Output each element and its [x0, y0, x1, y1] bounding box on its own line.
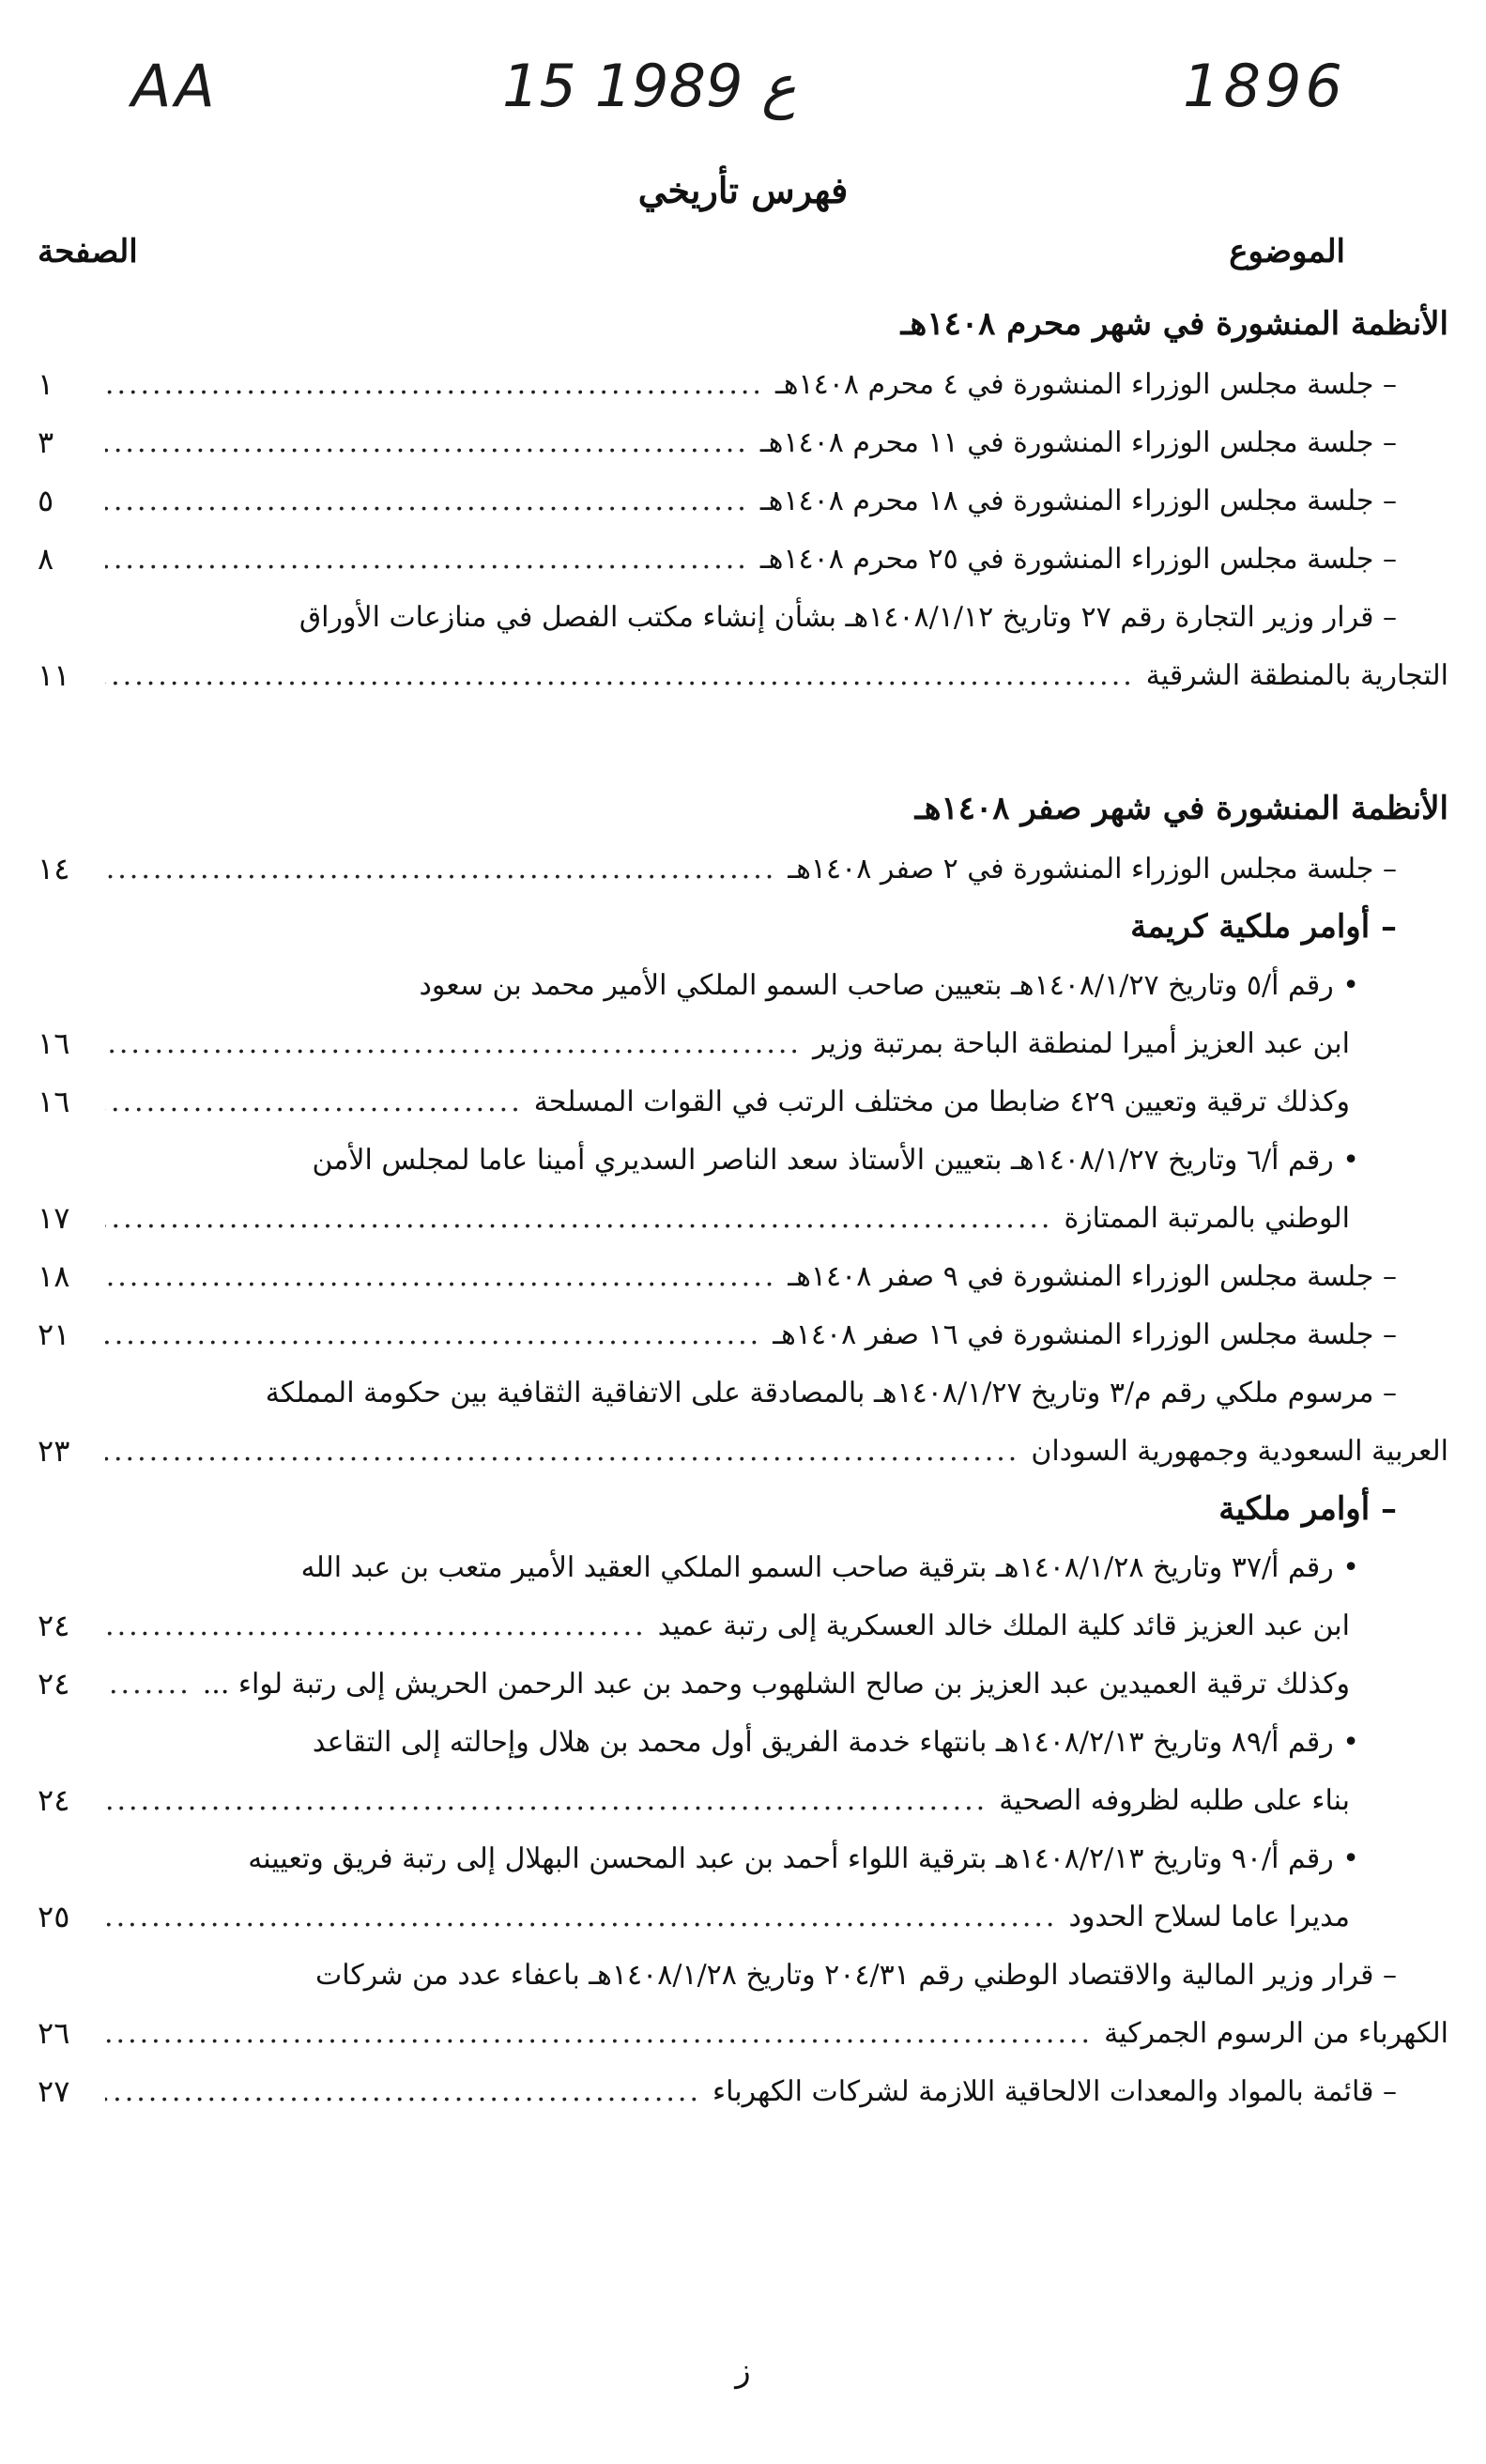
subsection-heading: – أوامر ملكية كريمة	[1130, 908, 1397, 946]
page-number: ٢٤	[38, 1666, 70, 1702]
page-number: ١٧	[38, 1200, 70, 1236]
leader-dots	[105, 1784, 988, 1817]
page-number: ١٤	[38, 851, 70, 886]
page-number: ٢٧	[38, 2073, 70, 2109]
page-number: ١٦	[38, 1084, 70, 1119]
toc-entry[interactable]: – جلسة مجلس الوزراء المنشورة في ١٦ صفر ١٤٠٨هـ ..... ٢١	[38, 1305, 1448, 1363]
leader-dots	[105, 368, 764, 401]
page-number: ١٨	[38, 1258, 70, 1294]
section-heading: الأنظمة المنشورة في شهر صفر ١٤٠٨هـ	[914, 790, 1448, 827]
column-header-page: الصفحة	[38, 233, 138, 270]
leader-dots	[105, 1202, 1052, 1235]
handwritten-note-left: AA	[131, 52, 219, 120]
leader-dots	[105, 2017, 1093, 2050]
page-number: ٢٣	[38, 1433, 70, 1469]
toc-entry[interactable]: – جلسة مجلس الوزراء المنشورة في ١٨ محرم ١٤٠٨هـ ..... ٥	[38, 471, 1448, 530]
handwritten-note-right: 1896	[1183, 52, 1346, 120]
toc-entry-line2[interactable]: بناء على طلبه لظروفه الصحية ..... ٢٤	[38, 1771, 1448, 1829]
toc-entry-line2[interactable]: الوطني بالمرتبة الممتازة ..... ١٧	[38, 1189, 1448, 1247]
leader-dots	[105, 853, 776, 886]
leader-dots	[105, 1260, 776, 1293]
leader-dots	[105, 1086, 523, 1118]
toc-entry-line2[interactable]: الكهرباء من الرسوم الجمركية ..... ٢٦	[38, 2004, 1448, 2062]
toc-entry-line2[interactable]: العربية السعودية وجمهورية السودان ..... ٢٣	[38, 1422, 1448, 1480]
column-header-subject: الموضوع	[1229, 233, 1345, 270]
page-number: ١٦	[38, 1025, 70, 1061]
toc-content	[38, 293, 1448, 2120]
page-number: ١	[38, 366, 54, 402]
toc-entry-line1[interactable]: • رقم أ/٨٩ وتاريخ ١٤٠٨/٢/١٣هـ بانتهاء خدمة الفريق أول محمد بن هلال وإحالته إلى التقاعد	[312, 1725, 1359, 1759]
leader-dots	[105, 485, 749, 517]
leader-dots	[105, 659, 1135, 692]
page-footer-letter: ز	[735, 2352, 751, 2390]
leader-dots	[105, 1609, 647, 1642]
page-title: فهرس تأريخي	[637, 169, 849, 211]
page-number: ٢٦	[38, 2015, 70, 2051]
section-heading: الأنظمة المنشورة في شهر محرم ١٤٠٨هـ	[900, 305, 1448, 343]
toc-entry[interactable]: وكذلك ترقية وتعيين ٤٢٩ ضابطا من مختلف الرتب في القوات المسلحة ..... ١٦	[38, 1072, 1448, 1131]
toc-entry-line1[interactable]: – مرسوم ملكي رقم م/٣ وتاريخ ١٤٠٨/١/٢٧هـ بالمصادقة على الاتفاقية الثقافية بين حكومة المملكة	[265, 1376, 1397, 1409]
leader-dots	[105, 1318, 761, 1351]
toc-entry-line2[interactable]: ابن عبد العزيز قائد كلية الملك خالد العسكرية إلى رتبة عميد ..... ٢٤	[38, 1596, 1448, 1655]
toc-entry-line2[interactable]: التجارية بالمنطقة الشرقية ..... ١١	[38, 646, 1448, 704]
toc-entry-line1[interactable]: • رقم أ/٣٧ وتاريخ ١٤٠٨/١/٢٨هـ بترقية صاحب السمو الملكي العقيد الأمير متعب بن عبد الله	[300, 1550, 1359, 1584]
subsection-heading: – أوامر ملكية	[1218, 1490, 1397, 1528]
leader-dots	[105, 1668, 191, 1701]
page-number: ٨	[38, 541, 54, 577]
page-number: ٢١	[38, 1317, 70, 1352]
toc-entry-line1[interactable]: – قرار وزير المالية والاقتصاد الوطني رقم ٢٠٤/٣١ وتاريخ ١٤٠٨/١/٢٨هـ باعفاء عدد من شركات	[315, 1958, 1397, 1992]
toc-entry-line1[interactable]: • رقم أ/٩٠ وتاريخ ١٤٠٨/٢/١٣هـ بترقية اللواء أحمد بن عبد المحسن البهلال إلى رتبة فريق وتعيينه	[248, 1841, 1359, 1875]
toc-entry[interactable]: – قائمة بالمواد والمعدات الالحاقية اللازمة لشركات الكهرباء ..... ٢٧	[38, 2062, 1448, 2120]
leader-dots	[105, 426, 749, 459]
toc-entry[interactable]: وكذلك ترقية العميدين عبد العزيز بن صالح الشلهوب وحمد بن عبد الرحمن الحريش إلى رتبة لواء ... ..... ٢٤	[38, 1655, 1448, 1713]
toc-entry-line1[interactable]: – قرار وزير التجارة رقم ٢٧ وتاريخ ١٤٠٨/١/١٢هـ بشأن إنشاء مكتب الفصل في منازعات الأوراق	[299, 600, 1397, 634]
page-number: ٣	[38, 424, 54, 460]
toc-entry[interactable]: – جلسة مجلس الوزراء المنشورة في ٢٥ محرم ١٤٠٨هـ ..... ٨	[38, 530, 1448, 588]
page-number: ٢٤	[38, 1608, 70, 1643]
toc-entry[interactable]: – جلسة مجلس الوزراء المنشورة في ٢ صفر ١٤٠٨هـ ..... ١٤	[38, 839, 1448, 898]
page-number: ٢٤	[38, 1782, 70, 1818]
page-number: ٢٥	[38, 1899, 70, 1934]
leader-dots	[105, 1435, 1019, 1468]
toc-entry-line1[interactable]: • رقم أ/٦ وتاريخ ١٤٠٨/١/٢٧هـ بتعيين الأستاذ سعد الناصر السديري أمينا عاما لمجلس الأمن	[312, 1143, 1359, 1177]
leader-dots	[105, 2075, 701, 2108]
leader-dots	[105, 1027, 802, 1060]
handwritten-note-center: 15 ع 1989	[502, 52, 797, 120]
toc-entry[interactable]: – جلسة مجلس الوزراء المنشورة في ٩ صفر ١٤٠٨هـ ..... ١٨	[38, 1247, 1448, 1305]
page-number: ٥	[38, 483, 54, 518]
toc-entry[interactable]: – جلسة مجلس الوزراء المنشورة في ١١ محرم ١٤٠٨هـ ..... ٣	[38, 413, 1448, 471]
toc-entry-line1[interactable]: • رقم أ/٥ وتاريخ ١٤٠٨/١/٢٧هـ بتعيين صاحب السمو الملكي الأمير محمد بن سعود	[419, 968, 1359, 1002]
toc-entry[interactable]: – جلسة مجلس الوزراء المنشورة في ٤ محرم ١٤٠٨هـ ..... ١	[38, 355, 1448, 413]
page-number: ١١	[38, 657, 70, 693]
section-gap	[38, 704, 1448, 778]
leader-dots	[105, 1901, 1057, 1933]
leader-dots	[105, 543, 749, 576]
toc-entry-line2[interactable]: ابن عبد العزيز أميرا لمنطقة الباحة بمرتبة وزير ..... ١٦	[38, 1014, 1448, 1072]
toc-entry-line2[interactable]: مديرا عاما لسلاح الحدود ..... ٢٥	[38, 1887, 1448, 1946]
